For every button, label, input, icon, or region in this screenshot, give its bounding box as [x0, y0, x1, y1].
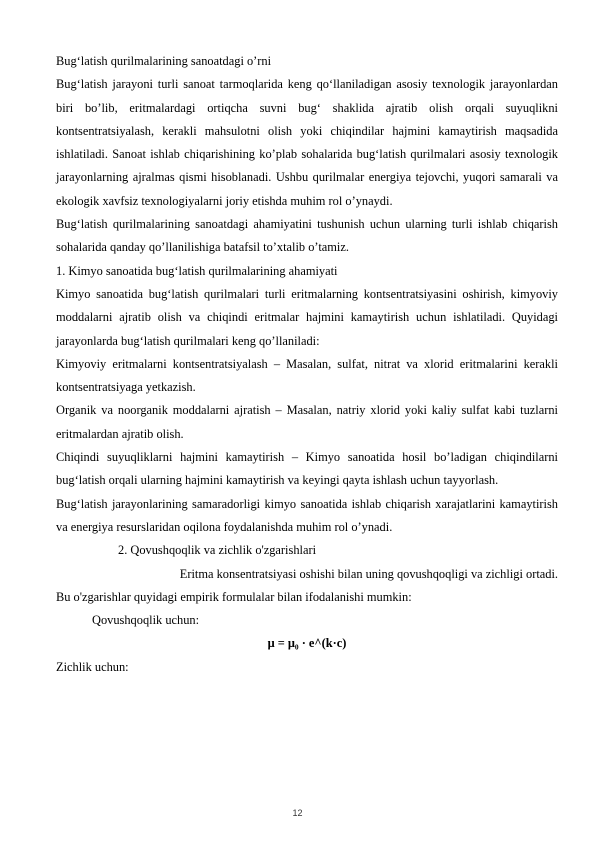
section-heading: Bug‘latish qurilmalarining sanoatdagi o’rni [56, 54, 272, 68]
formula-label: Zichlik uchun: [56, 659, 129, 674]
body-text [56, 50, 558, 679]
formula: μ = μ₀ · e^(k·c) [267, 636, 347, 651]
paragraph: Eritma konsentratsiyasi oshishi bilan uning qovushqoqligi va zichligi ortadi. [179, 566, 558, 581]
numbered-heading: 2. Qovushqoqlik va zichlik o'zgarishlari [118, 543, 317, 558]
paragraph: Bu o'zgarishlar quyidagi empirik formulalar bilan ifodalanishi mumkin: [56, 589, 412, 604]
formula-label: Qovushqoqlik uchun: [92, 613, 200, 628]
paragraph: Organik va noorganik moddalarni ajratish – Masalan, natriy xlorid yoki kaliy sulfat kabi tuzlarni eritmalardan ajratib olish. [56, 403, 558, 441]
paragraph: Kimyo sanoatida bug‘latish qurilmalari turli eritmalarning kontsentratsiyasini oshirish, kimyoviy moddalarni ajratib olish va chiqindi eritmalar hajmini kamaytirish uchun ishlatiladi. Quyidagi jarayonlarda bug‘latish qurilmalari keng qo’llaniladi: [56, 286, 558, 348]
paragraph: Kimyoviy eritmalarni kontsentratsiyalash – Masalan, sulfat, nitrat va xlorid eritmalarini kerakli kontsentratsiyaga yetkazish. [56, 356, 558, 395]
page-number: 12 [292, 808, 303, 818]
paragraph: Bug‘latish jarayoni turli sanoat tarmoqlarida keng qo‘llaniladigan asosiy texnologik jarayonlardan biri bo’lib, eritmalardagi ortiqcha suvni bug‘ shaklida ajratib olish orqali suyuqlikni kontsentratsiyalash, kerakli mahsulotni olish yoki chiqindilar hajmini kamaytirish maqsadida ishlatiladi. Sanoat ishlab chiqarishining ko’plab sohalarida bug‘latish qurilmalari asosiy texnologik jarayonlarning ajralmas qismi hisoblanadi. Ushbu qurilmalar energiya tejovchi, yuqori samarali va ekologik xavfsiz texnologiyalarni joriy etishda muhim rol o’ynaydi. [56, 77, 558, 208]
paragraph: Chiqindi suyuqliklarni hajmini kamaytirish – Kimyo sanoatida hosil bo’ladigan chiqindilarni bug‘latish orqali ularning hajmini kamaytirish va keyingi qayta ishlash uchun tayyorlash. [56, 450, 558, 488]
paragraph: Bug‘latish jarayonlarining samaradorligi kimyo sanoatida ishlab chiqarish xarajatlarini kamaytirish va energiya resurslaridan oqilona foydalanishda muhim rol o’ynadi. [56, 496, 558, 534]
paragraph: Bug‘latish qurilmalarining sanoatdagi ahamiyatini tushunish uchun ularning turli ishlab chiqarish sohalarida qanday qo’llanilishiga batafsil to’xtalib o’tamiz. [56, 217, 558, 255]
numbered-heading: 1. Kimyo sanoatida bug‘latish qurilmalarining ahamiyati [56, 263, 338, 278]
